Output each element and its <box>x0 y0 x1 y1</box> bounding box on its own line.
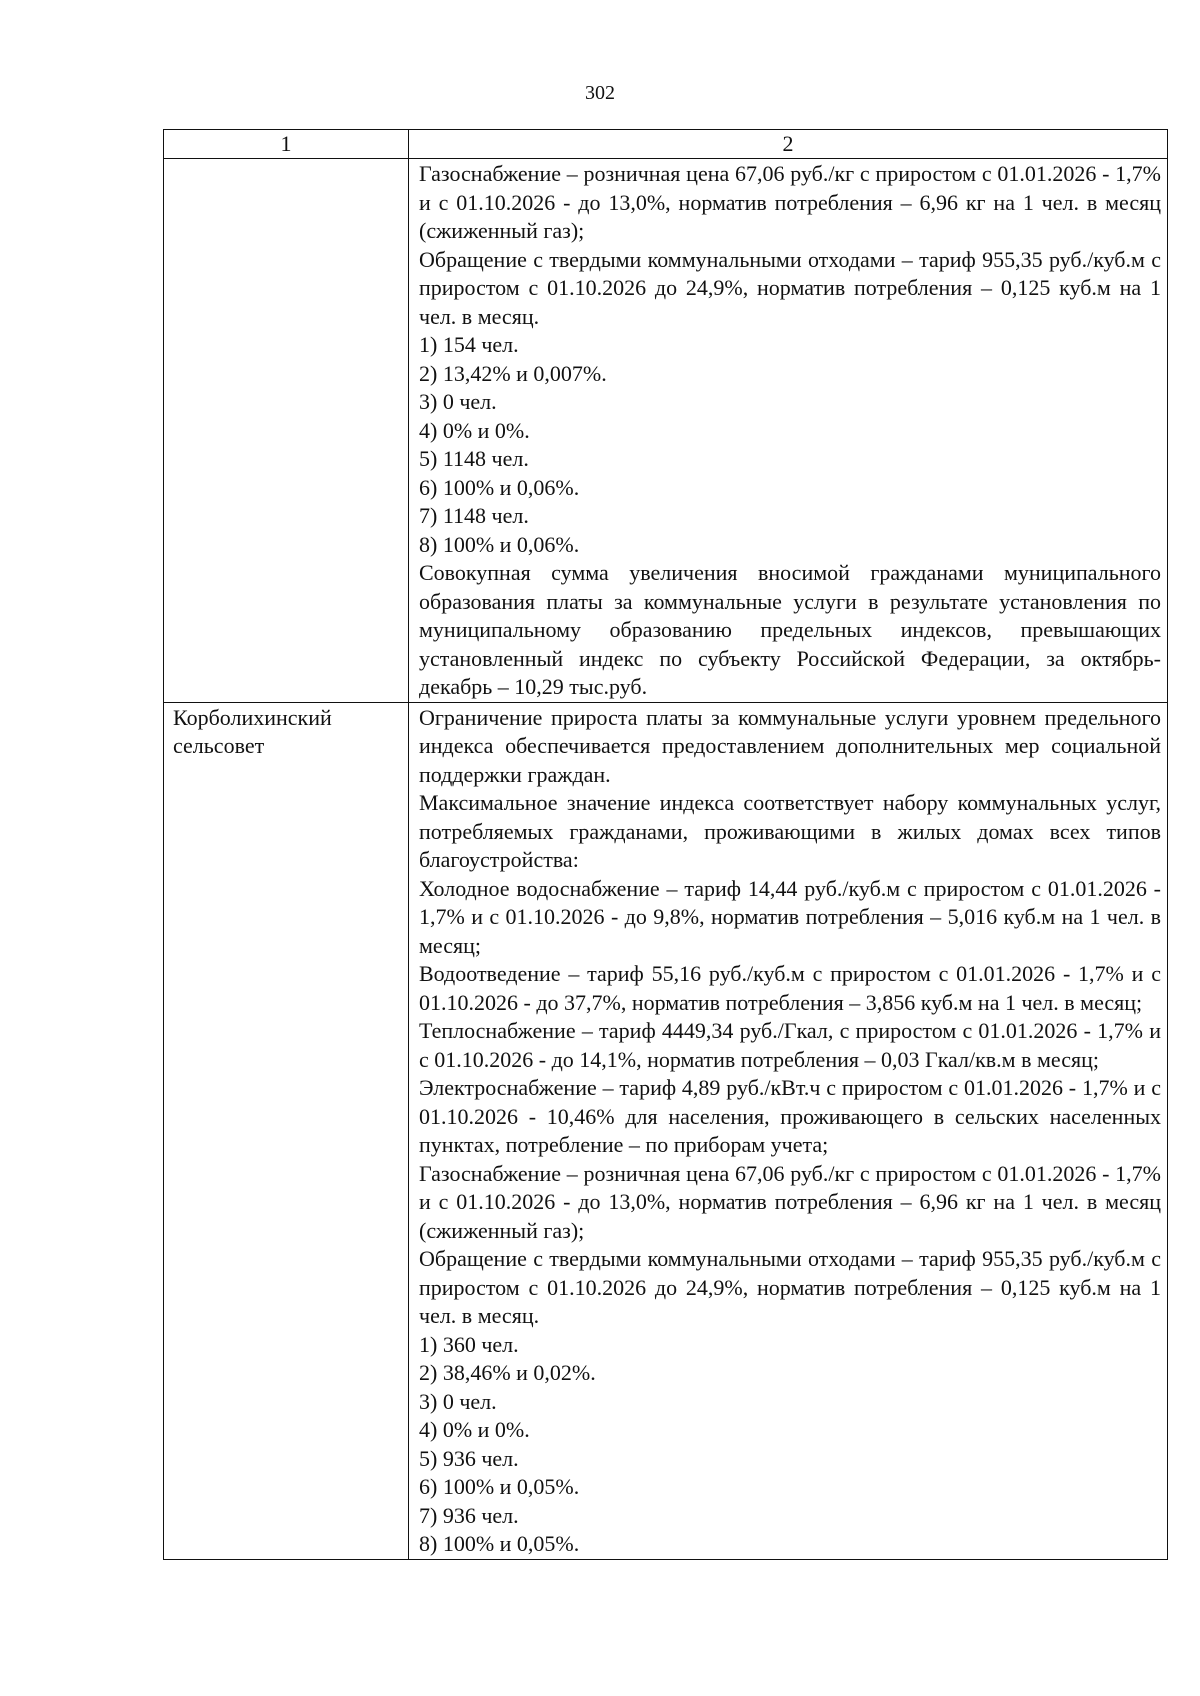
list-item: 8) 100% и 0,05%. <box>419 1531 580 1556</box>
list-item: 5) 936 чел. <box>419 1445 519 1471</box>
list-item: 6) 100% и 0,06%. <box>419 474 580 500</box>
list-item: 3) 0 чел. <box>419 389 497 414</box>
paragraph-limit-note: Ограничение прироста платы за коммунальные услуги уровнем предельного индекса обеспечивается предоставлением дополнительных мер социальной поддержки граждан. <box>419 704 1161 787</box>
column-header-1: 1 <box>164 130 409 159</box>
list-item: 1) 154 чел. <box>419 332 519 357</box>
tariff-table <box>163 129 1168 1560</box>
paragraph-sewerage: Водоотведение – тариф 55,16 руб./куб.м с приростом с 01.01.2026 - 1,7% и с 01.10.2026 - до 37,7%, норматив потребления – 3,856 куб.м на 1 чел. в месяц; <box>419 961 1161 1015</box>
list-item: 2) 13,42% и 0,007%. <box>419 360 607 386</box>
paragraph-waste-management: Обращение с твердыми коммунальными отходами – тариф 955,35 руб./куб.м с приростом с 01.10.2026 до 24,9%, норматив потребления – 0,125 куб.м на 1 чел. в месяц. <box>419 246 1161 329</box>
paragraph-total-increase: Совокупная сумма увеличения вносимой гражданами муниципального образования платы за коммунальные услуги в результате установления по муниципальному образованию предельных индексов, превышающих установленный индекс по субъекту Российской Федерации, за октябрь-декабрь – 10,29 тыс.руб. <box>419 560 1161 699</box>
list-item: 3) 0 чел. <box>419 1388 497 1414</box>
table-row <box>164 702 1168 1559</box>
municipality-cell: Корболихинский сельсовет <box>164 702 409 1559</box>
list-item: 2) 38,46% и 0,02%. <box>419 1360 596 1385</box>
list-item: 7) 936 чел. <box>419 1502 519 1528</box>
list-item: 6) 100% и 0,05%. <box>419 1474 580 1499</box>
paragraph-heating: Теплоснабжение – тариф 4449,34 руб./Гкал, с приростом с 01.01.2026 - 1,7% и с 01.10.2026 - до 14,1%, норматив потребления – 0,03 Гкал/кв.м в месяц; <box>419 1018 1161 1072</box>
list-item: 4) 0% и 0%. <box>419 417 530 443</box>
paragraph-cold-water: Холодное водоснабжение – тариф 14,44 руб./куб.м с приростом с 01.01.2026 - 1,7% и с 01.10.2026 - до 9,8%, норматив потребления – 5,016 куб.м на 1 чел. в месяц; <box>419 875 1161 958</box>
list-item: 5) 1148 чел. <box>419 446 529 471</box>
table-header-row <box>164 130 1168 159</box>
page-number: 302 <box>585 82 615 104</box>
municipality-cell <box>164 159 409 703</box>
column-header-2: 2 <box>409 130 1168 159</box>
list-item: 7) 1148 чел. <box>419 503 529 528</box>
description-cell <box>409 702 1168 1559</box>
list-item: 8) 100% и 0,06%. <box>419 531 580 557</box>
list-item: 1) 360 чел. <box>419 1331 519 1357</box>
paragraph-gas-supply: Газоснабжение – розничная цена 67,06 руб./кг с приростом с 01.01.2026 - 1,7% и с 01.10.2026 - до 13,0%, норматив потребления – 6,96 кг на 1 чел. в месяц (сжиженный газ); <box>419 161 1161 243</box>
table-row <box>164 159 1168 703</box>
paragraph-gas-supply: Газоснабжение – розничная цена 67,06 руб./кг с приростом с 01.01.2026 - 1,7% и с 01.10.2026 - до 13,0%, норматив потребления – 6,96 кг на 1 чел. в месяц (сжиженный газ); <box>419 1160 1161 1243</box>
description-cell <box>409 159 1168 703</box>
paragraph-electricity: Электроснабжение – тариф 4,89 руб./кВт.ч с приростом с 01.01.2026 - 1,7% и с 01.10.2026 - 10,46% для населения, проживающего в сельских населенных пунктах, потребление – по приборам учета; <box>419 1075 1161 1157</box>
list-item: 4) 0% и 0%. <box>419 1417 530 1442</box>
paragraph-waste-management: Обращение с твердыми коммунальными отходами – тариф 955,35 руб./куб.м с приростом с 01.10.2026 до 24,9%, норматив потребления – 0,125 куб.м на 1 чел. в месяц. <box>419 1246 1161 1328</box>
paragraph-max-index: Максимальное значение индекса соответствует набору коммунальных услуг, потребляемых гражданами, проживающими в жилых домах всех типов благоустройства: <box>419 790 1161 872</box>
